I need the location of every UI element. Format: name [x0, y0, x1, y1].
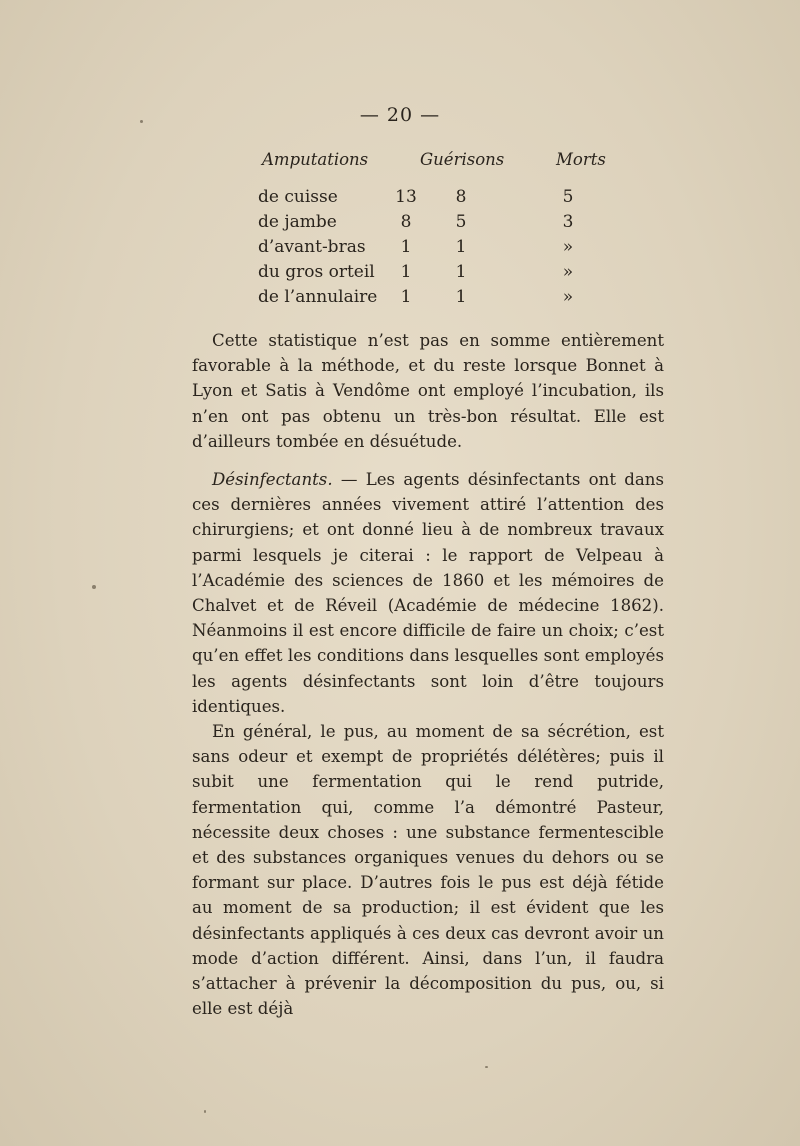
paper-speck: [485, 1066, 488, 1068]
table-row: [190, 287, 670, 312]
row-label: d’avant-bras: [258, 237, 366, 257]
row-morts: 5: [562, 187, 574, 207]
paper-speck: [92, 585, 96, 589]
row-label: de l’annulaire: [258, 287, 378, 307]
section-lead-desinfectants: Désinfectants.: [212, 470, 333, 490]
row-label: de cuisse: [258, 187, 338, 207]
row-total: 13: [395, 187, 417, 207]
row-label: de jambe: [258, 212, 337, 232]
paper-speck: [140, 120, 143, 123]
header-guerisons: Guérisons: [420, 150, 505, 169]
row-morts: 3: [562, 212, 574, 232]
page-number: — 20 —: [359, 104, 441, 126]
row-total: 8: [400, 212, 412, 232]
row-total: 1: [400, 262, 412, 282]
header-morts: Morts: [556, 150, 606, 169]
row-guerisons: 5: [455, 212, 467, 232]
row-total: 1: [400, 237, 412, 257]
row-guerisons: 1: [455, 287, 467, 307]
header-amputations: Amputations: [262, 150, 369, 169]
table-row: [190, 237, 670, 262]
row-total: 1: [400, 287, 412, 307]
paper-speck: [204, 1110, 206, 1113]
row-guerisons: 8: [455, 187, 467, 207]
row-morts: »: [562, 287, 574, 307]
row-morts: »: [562, 237, 574, 257]
row-guerisons: 1: [455, 237, 467, 257]
row-morts: »: [562, 262, 574, 282]
row-label: du gros orteil: [258, 262, 375, 282]
body-text: [192, 328, 664, 1021]
paragraph-desinfectants: [192, 467, 664, 719]
row-guerisons: 1: [455, 262, 467, 282]
table-row: [190, 187, 670, 212]
paragraph-desinfectants-text: — Les agents désinfectants ont dans ces dernières années vivement attiré l’attention des chirurgiens; et ont donné lieu à de nombreux travaux parmi lesquels je citerai : le rapport de Velpeau à l’Académie des sciences de 1860 et les mémoires de Chalvet et de Réveil (Académie de médecine 1862). Néanmoins il est encore difficile de faire un choix; c’est qu’en effet les conditions dans lesquelles sont employés les agents désinfectants sont loin d’être toujours identiques.: [192, 470, 664, 716]
paragraph-pus: En général, le pus, au moment de sa sécrétion, est sans odeur et exempt de propriétés délétères; puis il subit une fermentation qui le rend putride, fermentation qui, comme l’a démontré Pasteur, nécessite deux choses : une substance fermentescible et des substances organiques venues du dehors ou se formant sur place. D’autres fois le pus est déjà fétide au moment de sa production; il est évident que les désinfectants appliqués à ces deux cas devront avoir un mode d’action différent. Ainsi, dans l’un, il faudra s’attacher à prévenir la décomposition du pus, ou, si elle est déjà: [192, 722, 664, 1019]
table-row: [190, 262, 670, 287]
table-row: [190, 212, 670, 237]
paragraph-statistique: Cette statistique n’est pas en somme entièrement favorable à la méthode, et du reste lorsque Bonnet à Lyon et Satis à Vendôme ont employé l’incubation, ils n’en ont pas obtenu un très-bon résultat. Elle est d’ailleurs tombée en désuétude.: [192, 331, 664, 451]
